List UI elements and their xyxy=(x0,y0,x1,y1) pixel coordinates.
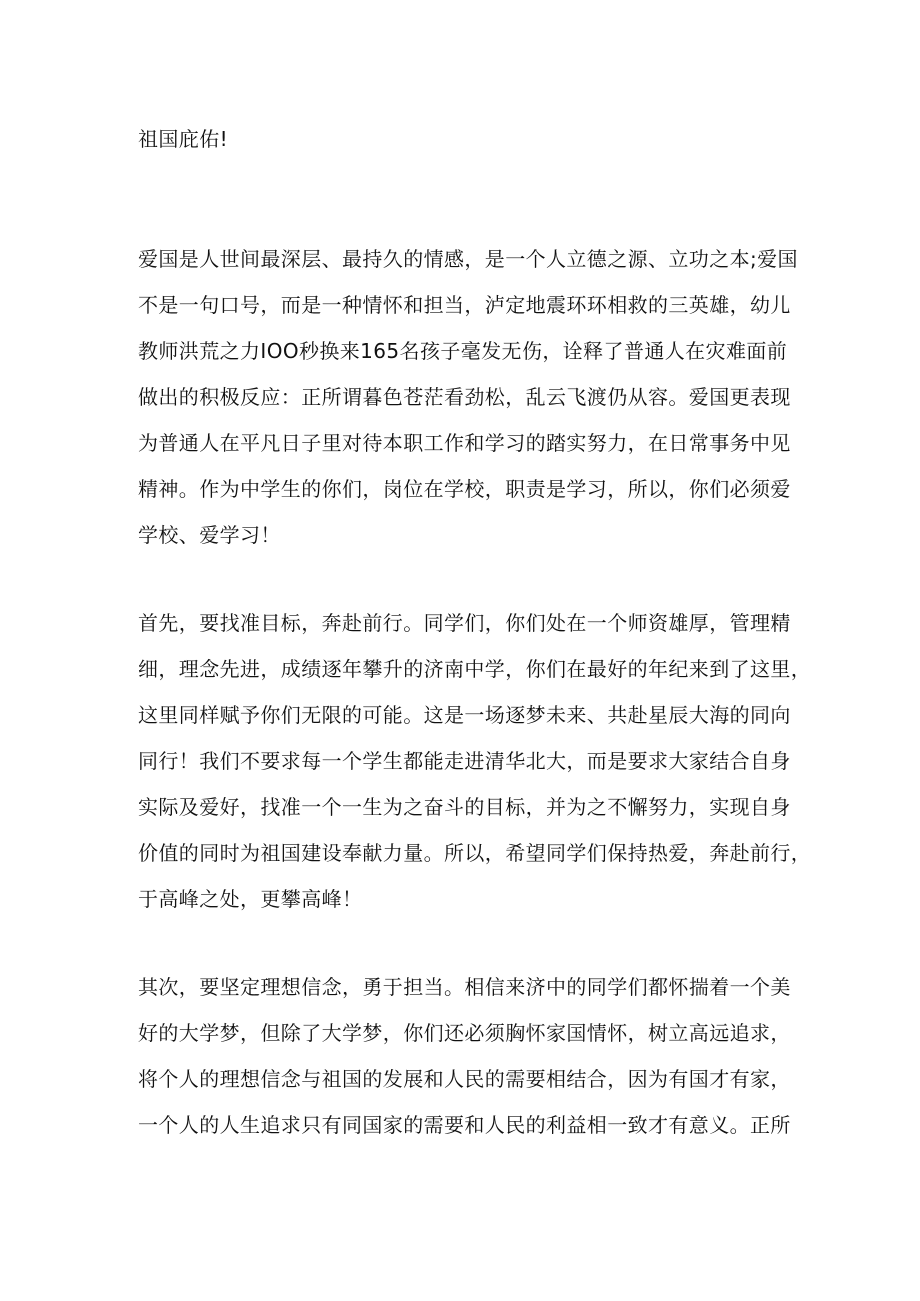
paragraph-2-line-6: 精神。作为中学生的你们，岗位在学校，职责是学习，所以，你们必须爱 xyxy=(138,477,791,501)
paragraph-4-line-2: 好的大学梦，但除了大学梦，你们还必须胸怀家国情怀，树立高远追求， xyxy=(138,1021,791,1045)
paragraph-2-line-7: 学校、爱学习！ xyxy=(138,523,281,547)
paragraph-3-line-1: 首先，要找准目标，奔赴前行。同学们，你们处在一个师资雄厚，管理精 xyxy=(138,611,791,635)
paragraph-3-line-4: 同行！我们不要求每一个学生都能走进清华北大，而是要求大家结合自身 xyxy=(138,749,791,773)
paragraph-2-line-5: 为普通人在平凡日子里对待本职工作和学习的踏实努力，在日常事务中见 xyxy=(138,431,791,455)
paragraph-4-line-1: 其次，要坚定理想信念，勇于担当。相信来济中的同学们都怀揣着一个美 xyxy=(138,975,791,999)
paragraph-3-line-3: 这里同样赋予你们无限的可能。这是一场逐梦未来、共赴星辰大海的同向 xyxy=(138,703,791,727)
paragraph-4-line-4: 一个人的人生追求只有同国家的需要和人民的利益相一致才有意义。正所 xyxy=(138,1113,791,1137)
paragraph-4-line-3: 将个人的理想信念与祖国的发展和人民的需要相结合，因为有国才有家， xyxy=(138,1067,791,1091)
paragraph-3-line-6: 价值的同时为祖国建设奉献力量。所以，希望同学们保持热爱，奔赴前行， xyxy=(138,841,812,865)
paragraph-2-line-2: 不是一句口号，而是一种情怀和担当，泸定地震环环相救的三英雄，幼儿 xyxy=(138,293,791,317)
paragraph-3-line-7: 于高峰之处，更攀高峰！ xyxy=(138,887,363,911)
paragraph-3-line-5: 实际及爱好，找准一个一生为之奋斗的目标，并为之不懈努力，实现自身 xyxy=(138,795,791,819)
paragraph-2-line-3: 教师洪荒之力IOO秒换来165名孩子毫发无伤，诠释了普通人在灾难面前 xyxy=(138,339,788,363)
paragraph-3-line-2: 细，理念先进，成绩逐年攀升的济南中学，你们在最好的年纪来到了这里， xyxy=(138,657,812,681)
paragraph-1-line-1: 祖国庇佑! xyxy=(138,127,229,151)
paragraph-2-line-1: 爱国是人世间最深层、最持久的情感，是一个人立德之源、立功之本;爱国 xyxy=(138,247,798,271)
paragraph-2-line-4: 做出的积极反应：正所谓暮色苍茫看劲松，乱云飞渡仍从容。爱国更表现 xyxy=(138,385,791,409)
